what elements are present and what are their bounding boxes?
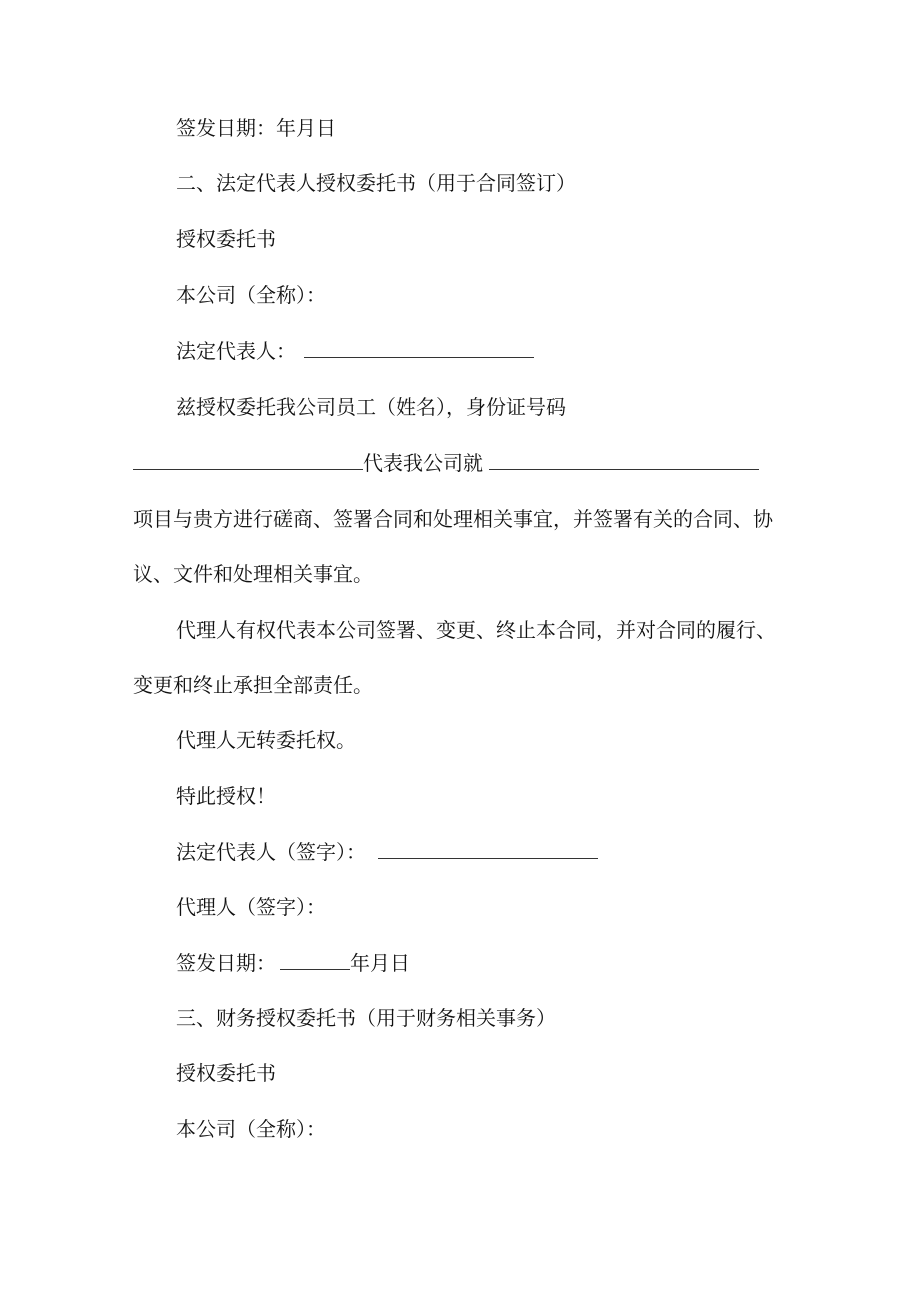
section-2-heading: 二、法定代表人授权委托书（用于合同签订） [176, 171, 576, 195]
section-3-heading: 三、财务授权委托书（用于财务相关事务） [176, 1006, 556, 1030]
project-line: 项目与贵方进行磋商、签署合同和处理相关事宜，并签署有关的合同、协 [133, 507, 773, 531]
authorize-line: 兹授权委托我公司员工（姓名），身份证号码 [176, 395, 566, 419]
agent-rights-line: 代理人有权代表本公司签署、变更、终止本合同，并对合同的履行、 [176, 618, 776, 642]
issue-date-2-suffix: 年月日 [350, 951, 410, 975]
represent-line [133, 449, 759, 477]
no-sub-delegation: 代理人无转委托权。 [176, 728, 356, 752]
legal-rep-label: 法定代表人： [176, 339, 296, 363]
agent-rights-cont: 变更和终止承担全部责任。 [133, 673, 373, 697]
legal-rep-sign-label: 法定代表人（签字）： [176, 840, 366, 864]
legal-rep-sign-blank[interactable] [378, 838, 598, 859]
company-name-line: 本公司（全称）： [176, 283, 326, 307]
represent-text: 代表我公司就 [363, 451, 483, 475]
issue-date-blank[interactable] [280, 949, 350, 970]
legal-rep-blank[interactable] [304, 337, 534, 358]
section-3-title: 授权委托书 [176, 1061, 276, 1085]
hereby-authorize: 特此授权！ [176, 784, 276, 808]
issue-date-line: 签发日期：年月日 [176, 116, 336, 140]
legal-rep-line [176, 337, 534, 365]
legal-rep-sign-line [176, 838, 598, 866]
issue-date-2-line [176, 949, 410, 977]
project-line-cont: 议、文件和处理相关事宜。 [133, 562, 373, 586]
issue-date-2-label: 签发日期： [176, 951, 276, 975]
id-number-blank[interactable] [133, 449, 363, 470]
project-name-blank[interactable] [489, 449, 759, 470]
section-2-title: 授权委托书 [176, 227, 276, 251]
agent-sign-line: 代理人（签字）： [176, 895, 326, 919]
company-name-line-3: 本公司（全称）： [176, 1117, 326, 1141]
